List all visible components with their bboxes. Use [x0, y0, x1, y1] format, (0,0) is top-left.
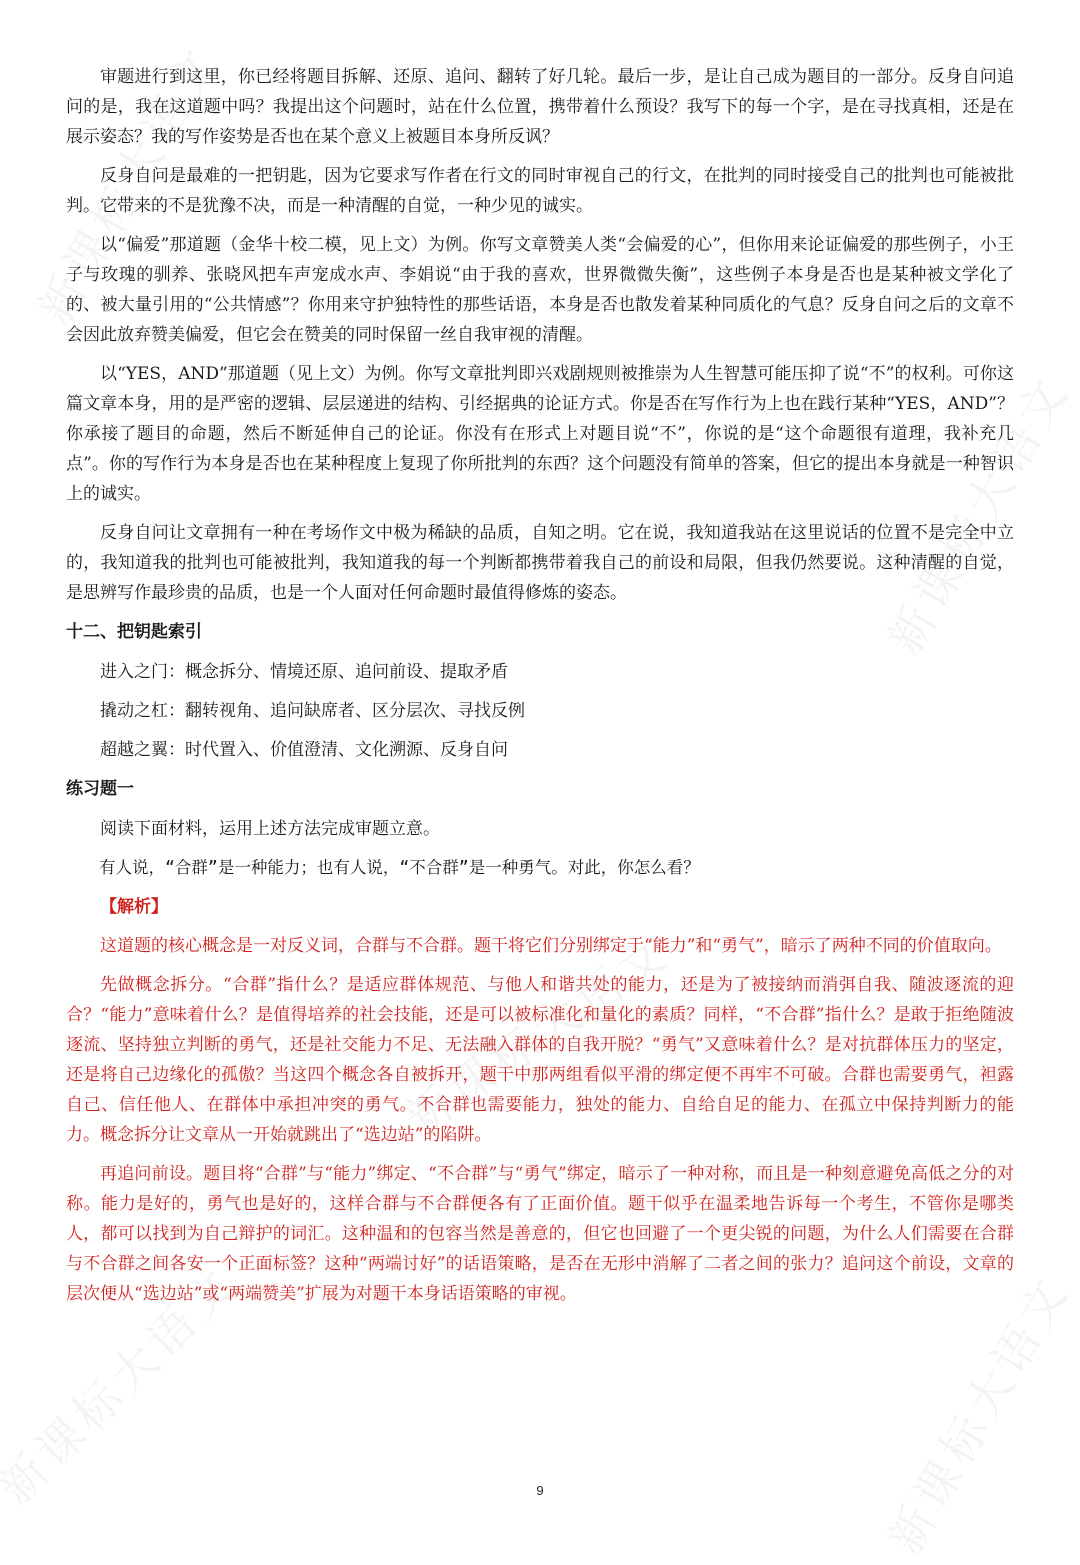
- key-index-item: 进入之门：概念拆分、情境还原、追问前设、提取矛盾: [100, 662, 508, 682]
- key-index-item: 超越之翼：时代置入、价值澄清、文化溯源、反身自问: [100, 740, 508, 760]
- exercise-material: 有人说，“合群”是一种能力；也有人说，“不合群”是一种勇气。对此，你怎么看？: [99, 858, 700, 877]
- analysis-tag: 【解析】: [100, 897, 168, 917]
- body-paragraph: 反身自问让文章拥有一种在考场作文中极为稀缺的品质，自知之明。它在说，我知道我站在这里说话的位置不是完全中立的，我知道我的批判也可能被批判，我知道我的每一个判断都携带着我自己的前设和局限，但我仍然要说。这种清醒的自觉，是思辨写作最珍贵的品质，也是一个人面对任何命题时最值得修炼的姿态。: [66, 523, 1014, 603]
- key-index-item: 撬动之杠：翻转视角、追问缺席者、区分层次、寻找反例: [100, 701, 525, 721]
- exercise-instruction: 阅读下面材料，运用上述方法完成审题立意。: [100, 819, 440, 839]
- analysis-paragraph: 这道题的核心概念是一对反义词，合群与不合群。题干将它们分别绑定于“能力”和“勇气”，暗示了两种不同的价值取向。: [100, 936, 1002, 956]
- document-body: [66, 62, 1014, 1318]
- analysis-paragraph: 先做概念拆分。“合群”指什么？是适应群体规范、与他人和谐共处的能力，还是为了被接纳而消弭自我、随波逐流的迎合？“能力”意味着什么？是值得培养的社会技能，还是可以被标准化和量化的素质？同样，“不合群”指什么？是敢于拒绝随波逐流、坚持独立判断的勇气，还是社交能力不足、无法融入群体的自我开脱？“勇气”又意味着什么？是对抗群体压力的坚定，还是将自己边缘化的孤傲？当这四个概念各自被拆开，题干中那两组看似平滑的绑定便不再牢不可破。合群也需要勇气，袒露自己、信任他人、在群体中承担冲突的勇气。不合群也需要能力，独处的能力、自给自足的能力、在孤立中保持判断力的能力。概念拆分让文章从一开始就跳出了“选边站”的陷阱。: [66, 975, 1014, 1145]
- body-paragraph: 反身自问是最难的一把钥匙，因为它要求写作者在行文的同时审视自己的行文，在批判的同时接受自己的批判也可能被批判。它带来的不是犹豫不决，而是一种清醒的自觉，一种少见的诚实。: [66, 166, 1014, 216]
- exercise-heading: 练习题一: [66, 779, 134, 799]
- page-number: 9: [536, 1483, 544, 1498]
- body-paragraph: 审题进行到这里，你已经将题目拆解、还原、追问、翻转了好几轮。最后一步，是让自己成为题目的一部分。反身自问追问的是，我在这道题中吗？我提出这个问题时，站在什么位置，携带着什么预设？我写下的每一个字，是在寻找真相，还是在展示姿态？我的写作姿势是否也在某个意义上被题目本身所反讽？: [66, 67, 1014, 147]
- body-paragraph: 以“偏爱”那道题（金华十校二模，见上文）为例。你写文章赞美人类“会偏爱的心”，但你用来论证偏爱的那些例子，小王子与玫瑰的驯养、张晓风把车声宠成水声、李娟说“由于我的喜欢，世界微微失衡”，这些例子本身是否也是某种被文学化了的、被大量引用的“公共情感”？你用来守护独特性的那些话语，本身是否也散发着某种同质化的气息？反身自问之后的文章不会因此放弃赞美偏爱，但它会在赞美的同时保留一丝自我审视的清醒。: [66, 235, 1014, 345]
- section-heading: 十二、把钥匙索引: [66, 622, 202, 642]
- body-paragraph: 以“YES，AND”那道题（见上文）为例。你写文章批判即兴戏剧规则被推崇为人生智慧可能压抑了说“不”的权利。可你这篇文章本身，用的是严密的逻辑、层层递进的结构、引经据典的论证方式。你是否在写作行为上也在践行某种“YES，AND”？你承接了题目的命题，然后不断延伸自己的论证。你没有在形式上对题目说“不”，你说的是“这个命题很有道理，我补充几点”。你的写作行为本身是否也在某种程度上复现了你所批判的东西？这个问题没有简单的答案，但它的提出本身就是一种智识上的诚实。: [66, 364, 1014, 504]
- analysis-paragraph: 再追问前设。题目将“合群”与“能力”绑定、“不合群”与“勇气”绑定，暗示了一种对称，而且是一种刻意避免高低之分的对称。能力是好的，勇气也是好的，这样合群与不合群便各有了正面价值。题干似乎在温柔地告诉每一个考生，不管你是哪类人，都可以找到为自己辩护的词汇。这种温和的包容当然是善意的，但它也回避了一个更尖锐的问题，为什么人们需要在合群与不合群之间各安一个正面标签？这种“两端讨好”的话语策略，是否在无形中消解了二者之间的张力？追问这个前设，文章的层次便从“选边站”或“两端赞美”扩展为对题干本身话语策略的审视。: [66, 1164, 1014, 1304]
